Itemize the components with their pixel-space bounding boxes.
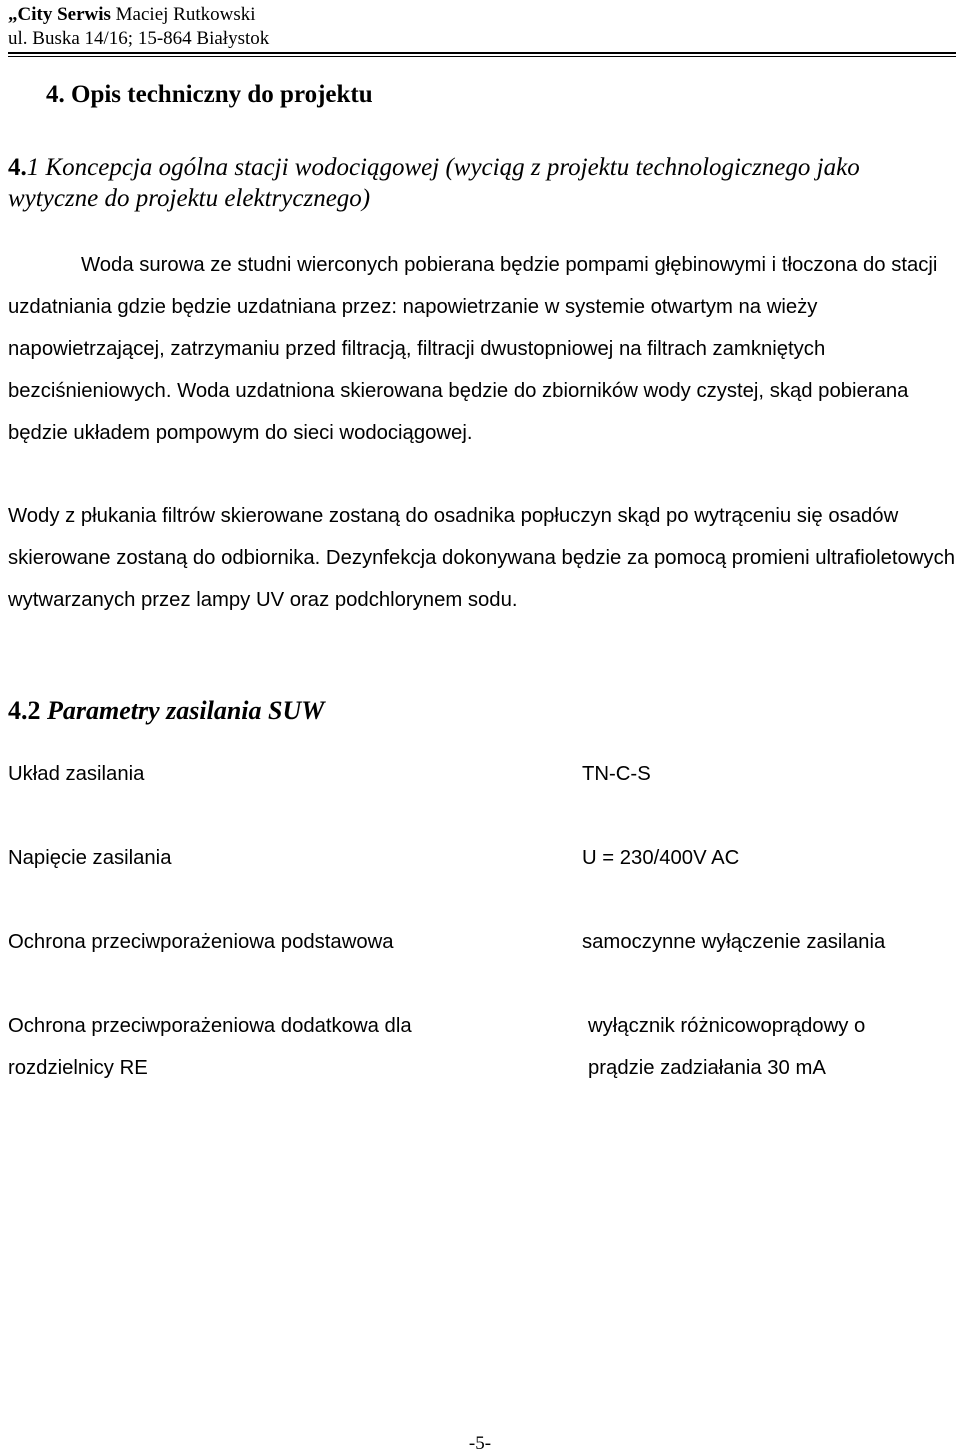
company-name: „City Serwis [8, 4, 111, 25]
subsection-1-title: 1 Koncepcja ogólna stacji wodociągowej (wyciąg z projektu technologicznego jako wytyczne do projektu elektrycznego) [8, 154, 860, 212]
body-paragraph-2: Wody z płukania filtrów skierowane zostaną do osadnika popłuczyn skąd po wytrąceniu się osadów skierowane zostaną do odbiornika. Dezynfekcja dokonywana będzie za pomocą promieni ultrafioletowych wytwarzanych przez lampy UV oraz podchlorynem sodu. [8, 505, 955, 611]
param-label-basic-protection: Ochrona przeciwporażeniowa podstawowa [8, 931, 394, 953]
page-number: -5- [468, 1433, 492, 1454]
param-value-supply-system: TN-C-S [582, 763, 651, 785]
param-value-additional-protection: wyłącznik różnicowoprądowy o prądzie zadziałania 30 mA [588, 1015, 866, 1079]
company-address: ul. Buska 14/16; 15-864 Białystok [8, 28, 270, 49]
body-paragraph-1: Woda surowa ze studni wierconych pobierana będzie pompami głębinowymi i tłoczona do stacji uzdatniania gdzie będzie uzdatniana przez: napowietrzanie w systemie otwartym na wieży napowietrzającej, zatrzymaniu przed filtracją, filtracji dwustopniowej na filtrach zamkniętych bezciśnieniowych. Woda uzdatniona skierowana będzie do zbiorników wody czystej, skąd pobierana będzie układem pompowym do sieci wodociągowej. [8, 254, 938, 444]
subsection-1-number: 4. [8, 154, 27, 181]
param-label-supply-system: Układ zasilania [8, 763, 145, 785]
header-divider [8, 52, 956, 57]
param-label-voltage: Napięcie zasilania [8, 847, 172, 869]
param-value-voltage: U = 230/400V AC [582, 847, 740, 869]
page-header [8, 3, 269, 51]
param-label-additional-protection: Ochrona przeciwporażeniowa dodatkowa dla rozdzielnicy RE [8, 1015, 412, 1079]
section-title: 4. Opis techniczny do projektu [46, 81, 373, 108]
header-company-line [8, 3, 269, 27]
subsection-2-number: 4.2 [8, 696, 41, 725]
subsection-2-title: Parametry zasilania SUW [40, 696, 325, 725]
subsection-1-heading [8, 152, 953, 214]
owner-name: Maciej Rutkowski [110, 4, 256, 25]
subsection-2-heading [8, 695, 324, 727]
param-value-basic-protection: samoczynne wyłączenie zasilania [582, 931, 886, 953]
